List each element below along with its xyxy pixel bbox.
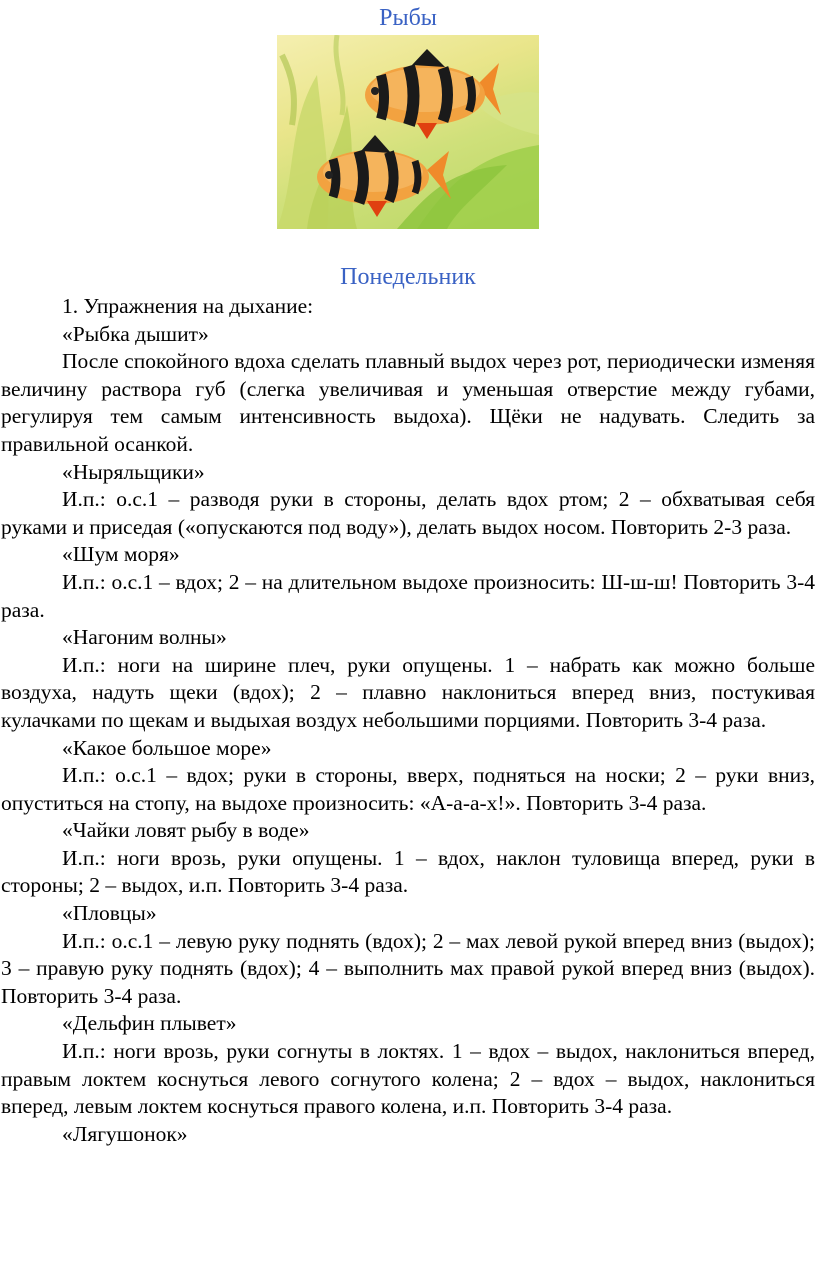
exercise-title: «Шум моря» — [62, 542, 180, 567]
day-heading: Понедельник — [340, 264, 476, 290]
paragraph: И.п.: о.с.1 – левую руку поднять (вдох); 2 – мах левой рукой вперед вниз (выдох); 3 – правую руку поднять (вдох); 4 – выполнить мах правой рукой вперед вниз (выдох). Повторить 3-4 раза. — [1, 928, 815, 1008]
paragraph: После спокойного вдоха сделать плавный выдох через рот, периодически изменяя величину раствора губ (слегка увеличивая и уменьшая отверстие между губами, регулируя тем самым интенсивность выдоха). Щёки не надувать. Следить за правильной осанкой. — [1, 349, 815, 456]
exercise-title: «Нагоним волны» — [62, 625, 227, 650]
fish-picture-icon — [277, 35, 539, 229]
paragraph: И.п.: о.с.1 – разводя руки в стороны, делать вдох ртом; 2 – обхватывая себя руками и приседая («опускаются под воду»), делать выдох носом. Повторить 2-3 раза. — [1, 487, 815, 539]
exercise-title: «Пловцы» — [62, 901, 157, 926]
paragraph: И.п.: ноги врозь, руки опущены. 1 – вдох, наклон туловища вперед, руки в стороны; 2 – выдох, и.п. Повторить 3-4 раза. — [1, 845, 815, 898]
paragraph: И.п.: ноги врозь, руки согнуты в локтях. 1 – вдох – выдох, наклониться вперед, правым локтем коснуться левого согнутого колена; 2 – вдох – выдох, наклониться вперед, левым локтем коснуться правого колена, и.п. Повторить 3-4 раза. — [1, 1039, 815, 1119]
exercise-title: «Чайки ловят рыбу в воде» — [62, 818, 310, 843]
exercise-title: «Рыбка дышит» — [62, 321, 209, 346]
fish-upper — [365, 49, 501, 139]
paragraph: 1. Упражнения на дыхание: — [62, 294, 314, 318]
paragraph: И.п.: о.с.1 – вдох; 2 – на длительном выдохе произносить: Ш-ш-ш! Повторить 3-4 раза. — [1, 569, 815, 622]
paragraph: И.п.: ноги на ширине плеч, руки опущены. 1 – набрать как можно больше воздуха, надуть щеки (вдох); 2 – плавно наклониться вперед вниз, постукивая кулачками по щекам и выдыхая воздух небольшими порциями. Повторить 3-4 раза. — [1, 652, 815, 732]
document-body — [0, 293, 816, 1148]
exercise-title: «Лягушонок» — [62, 1121, 188, 1146]
paragraph: И.п.: о.с.1 – вдох; руки в стороны, вверх, подняться на носки; 2 – руки вниз, опуститься на стопу, на выдохе произносить: «А-а-а-х!». Повторить 3-4 раза. — [1, 763, 815, 815]
page-title: Рыбы — [379, 5, 437, 31]
exercise-title: «Какое большое море» — [62, 735, 272, 760]
exercise-title: «Ныряльщики» — [62, 459, 205, 484]
exercise-title: «Дельфин плывет» — [62, 1011, 237, 1036]
fish-illustration — [277, 35, 539, 229]
